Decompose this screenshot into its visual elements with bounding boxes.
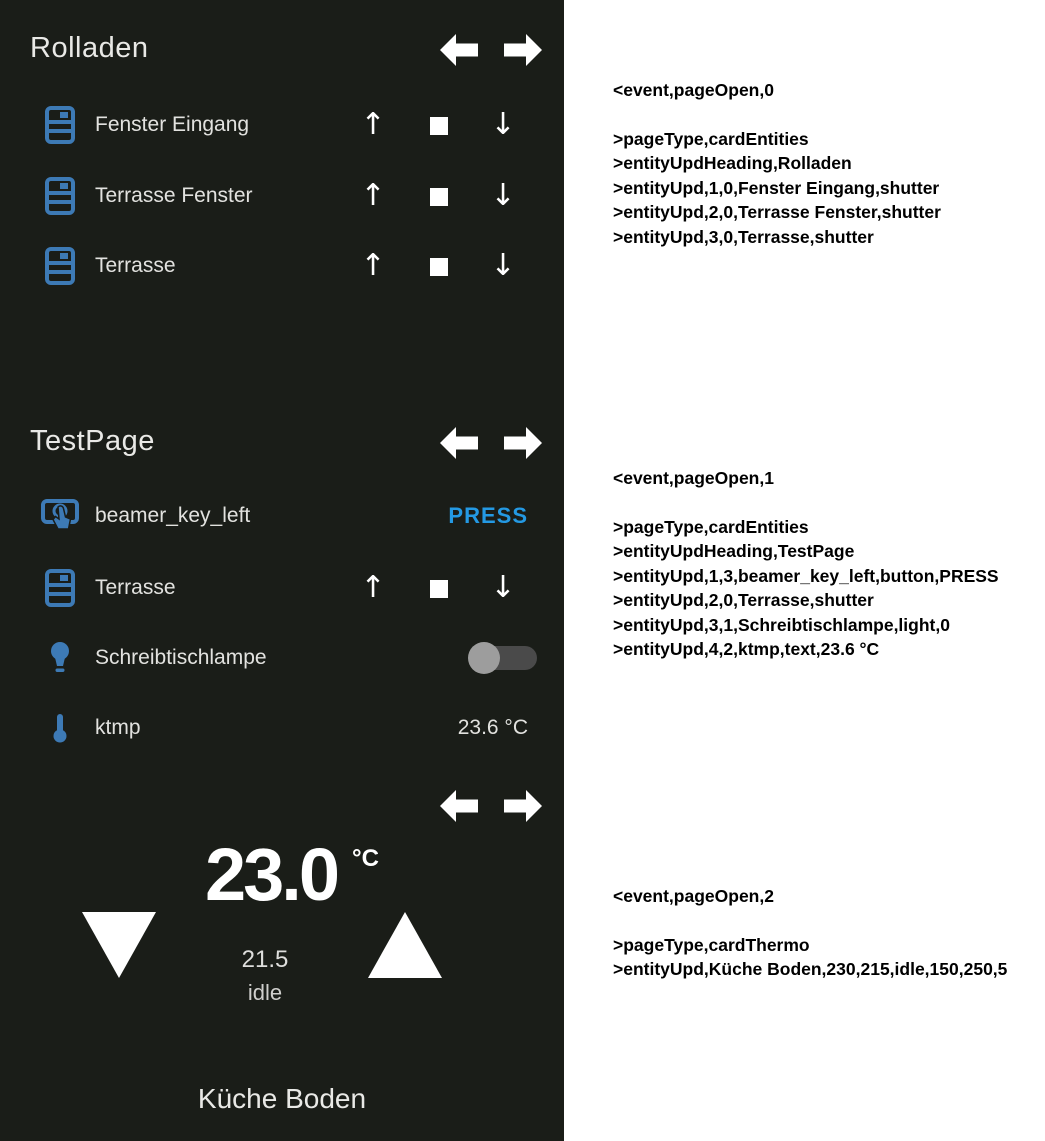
stop-square-icon <box>430 188 448 206</box>
shutter-down-button[interactable]: ↓ <box>490 107 516 142</box>
card-rolladen-title: Rolladen <box>30 32 149 64</box>
card-testpage-title: TestPage <box>30 425 155 457</box>
thermometer-icon <box>38 713 82 743</box>
target-temperature: 21.5 <box>241 946 289 973</box>
entity-label: Terrasse <box>95 576 176 599</box>
shutter-icon <box>38 176 82 216</box>
annotation-line: >entityUpd,1,0,Fenster Eingang,shutter <box>613 177 940 198</box>
next-page-arrow-icon[interactable] <box>504 426 542 460</box>
annotation-line: >entityUpd,1,3,beamer_key_left,button,PRESS <box>613 565 999 586</box>
annotation-line: >entityUpd,3,0,Terrasse,shutter <box>613 226 874 247</box>
annotation-event: <event,pageOpen,1 <box>613 468 774 488</box>
annotation-line: >entityUpd,4,2,ktmp,text,23.6 °C <box>613 639 880 659</box>
toggle-knob <box>468 642 500 674</box>
annotation-line: >entityUpd,2,0,Terrasse,shutter <box>613 590 874 610</box>
annotation-block-page1 <box>613 466 999 662</box>
annotation-line: >pageType,cardEntities <box>613 516 809 537</box>
light-bulb-icon <box>38 641 82 675</box>
shutter-stop-button[interactable] <box>417 566 461 610</box>
annotation-line: >pageType,cardThermo <box>613 934 810 955</box>
entity-label: Schreibtischlampe <box>95 646 267 669</box>
annotation-line: >entityUpdHeading,Rolladen <box>613 153 852 173</box>
shutter-icon <box>38 568 82 608</box>
shutter-icon <box>38 105 82 145</box>
annotation-event: <event,pageOpen,2 <box>613 886 774 906</box>
annotation-block-page0 <box>613 78 941 249</box>
annotation-line: >entityUpdHeading,TestPage <box>613 541 855 561</box>
temperature-unit: °C <box>352 845 379 872</box>
current-temperature: 23.0 <box>205 833 338 916</box>
annotation-line: >pageType,cardEntities <box>613 128 809 149</box>
entity-label: beamer_key_left <box>95 504 251 527</box>
setpoint-decrease-button[interactable] <box>82 912 156 978</box>
shutter-icon <box>38 246 82 286</box>
shutter-down-button[interactable]: ↓ <box>490 570 516 605</box>
next-page-arrow-icon[interactable] <box>504 33 542 67</box>
entity-row-ktmp <box>0 704 564 752</box>
light-toggle-switch[interactable] <box>468 641 538 675</box>
shutter-stop-button[interactable] <box>417 103 461 147</box>
shutter-stop-button[interactable] <box>417 244 461 288</box>
entity-row-schreibtischlampe <box>0 634 564 682</box>
next-page-arrow-icon[interactable] <box>504 789 542 823</box>
annotation-line: >entityUpd,3,1,Schreibtischlampe,light,0 <box>613 614 950 635</box>
stop-square-icon <box>430 258 448 276</box>
setpoint-increase-button[interactable] <box>368 912 442 978</box>
press-button[interactable]: PRESS <box>448 503 528 528</box>
shutter-up-button[interactable]: ↑ <box>360 107 386 142</box>
stop-square-icon <box>430 580 448 598</box>
annotation-event: <event,pageOpen,0 <box>613 80 774 100</box>
entity-row-beamer-key-left <box>0 492 564 540</box>
entity-row-terrasse-fenster <box>0 172 564 220</box>
annotation-block-page2 <box>613 884 1007 982</box>
tap-button-icon <box>38 497 82 535</box>
stop-square-icon <box>430 117 448 135</box>
entity-label: Terrasse <box>95 254 176 277</box>
prev-page-arrow-icon[interactable] <box>440 33 478 67</box>
shutter-down-button[interactable]: ↓ <box>490 178 516 213</box>
annotation-line: >entityUpd,2,0,Terrasse Fenster,shutter <box>613 202 941 222</box>
annotation-line: >entityUpd,Küche Boden,230,215,idle,150,250,5 <box>613 959 1008 979</box>
shutter-down-button[interactable]: ↓ <box>490 248 516 283</box>
prev-page-arrow-icon[interactable] <box>440 426 478 460</box>
prev-page-arrow-icon[interactable] <box>440 789 478 823</box>
thermostat-title: Küche Boden <box>197 1083 367 1114</box>
shutter-up-button[interactable]: ↑ <box>360 178 386 213</box>
shutter-stop-button[interactable] <box>417 174 461 218</box>
hvac-state: idle <box>247 980 283 1005</box>
entity-label: Terrasse Fenster <box>95 184 253 207</box>
shutter-up-button[interactable]: ↑ <box>360 570 386 605</box>
shutter-up-button[interactable]: ↑ <box>360 248 386 283</box>
entity-label: ktmp <box>95 716 141 739</box>
sensor-value: 23.6 °C <box>457 716 528 739</box>
entity-row-terrasse <box>0 242 564 290</box>
entity-label: Fenster Eingang <box>95 113 250 136</box>
entity-row-terrasse <box>0 564 564 612</box>
entity-row-fenster-eingang <box>0 101 564 149</box>
